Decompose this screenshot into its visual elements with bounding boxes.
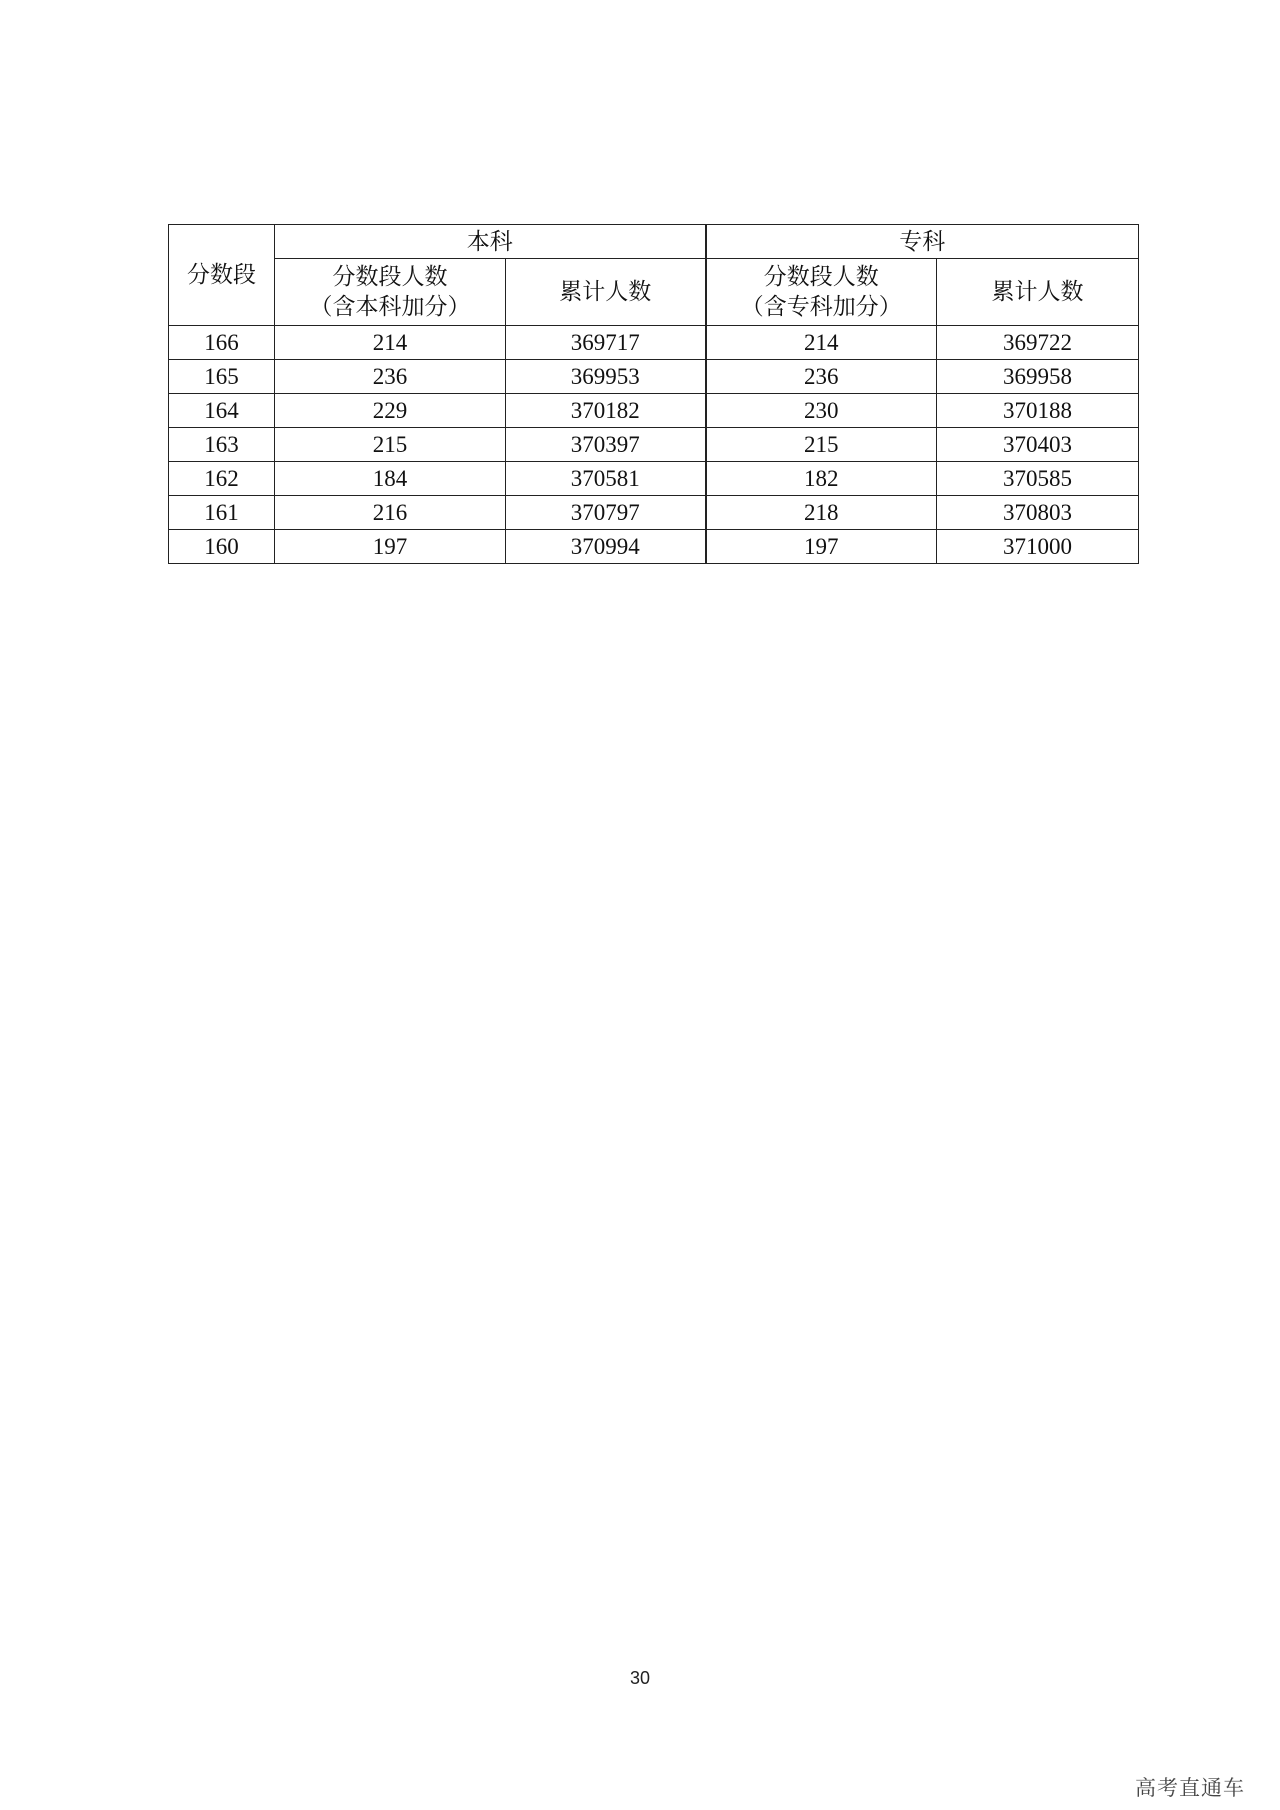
cell-zhuanke-count: 215 bbox=[706, 428, 937, 462]
table-row bbox=[169, 360, 1139, 394]
header-benke-count-line1: 分数段人数 bbox=[332, 264, 448, 290]
cell-benke-count: 236 bbox=[275, 360, 506, 394]
page-number: 30 bbox=[629, 1668, 651, 1688]
table-row bbox=[169, 462, 1139, 496]
header-group-benke: 本科 bbox=[275, 225, 706, 259]
header-benke-count-line2: （含本科加分） bbox=[309, 294, 471, 320]
header-zhuanke-count bbox=[706, 259, 937, 326]
cell-benke-cumulative: 370994 bbox=[506, 530, 706, 564]
table-row bbox=[169, 530, 1139, 564]
cell-zhuanke-cumulative: 370803 bbox=[937, 496, 1139, 530]
cell-score: 162 bbox=[169, 462, 275, 496]
cell-score: 161 bbox=[169, 496, 275, 530]
watermark: 高考直通车 bbox=[1135, 1776, 1245, 1800]
cell-zhuanke-count: 218 bbox=[706, 496, 937, 530]
cell-zhuanke-cumulative: 369722 bbox=[937, 326, 1139, 360]
header-zhuanke-cumulative: 累计人数 bbox=[937, 259, 1139, 326]
cell-zhuanke-cumulative: 369958 bbox=[937, 360, 1139, 394]
header-benke-count bbox=[275, 259, 506, 326]
cell-benke-count: 197 bbox=[275, 530, 506, 564]
cell-zhuanke-cumulative: 370403 bbox=[937, 428, 1139, 462]
cell-benke-cumulative: 370182 bbox=[506, 394, 706, 428]
cell-zhuanke-cumulative: 371000 bbox=[937, 530, 1139, 564]
header-zhuanke-count-line1: 分数段人数 bbox=[763, 264, 879, 290]
cell-benke-cumulative: 370581 bbox=[506, 462, 706, 496]
cell-benke-cumulative: 369717 bbox=[506, 326, 706, 360]
table-row bbox=[169, 496, 1139, 530]
cell-zhuanke-count: 182 bbox=[706, 462, 937, 496]
cell-score: 164 bbox=[169, 394, 275, 428]
header-zhuanke-count-line2: （含专科加分） bbox=[740, 294, 902, 320]
cell-benke-count: 215 bbox=[275, 428, 506, 462]
header-score: 分数段 bbox=[169, 225, 275, 326]
cell-benke-count: 216 bbox=[275, 496, 506, 530]
cell-zhuanke-cumulative: 370585 bbox=[937, 462, 1139, 496]
cell-score: 165 bbox=[169, 360, 275, 394]
cell-benke-count: 214 bbox=[275, 326, 506, 360]
cell-benke-count: 229 bbox=[275, 394, 506, 428]
cell-zhuanke-count: 236 bbox=[706, 360, 937, 394]
cell-zhuanke-cumulative: 370188 bbox=[937, 394, 1139, 428]
header-group-zhuanke: 专科 bbox=[706, 225, 1139, 259]
cell-benke-count: 184 bbox=[275, 462, 506, 496]
cell-zhuanke-count: 214 bbox=[706, 326, 937, 360]
cell-benke-cumulative: 369953 bbox=[506, 360, 706, 394]
table-row bbox=[169, 326, 1139, 360]
header-benke-cumulative: 累计人数 bbox=[506, 259, 706, 326]
cell-score: 160 bbox=[169, 530, 275, 564]
cell-benke-cumulative: 370797 bbox=[506, 496, 706, 530]
table-row bbox=[169, 394, 1139, 428]
cell-score: 166 bbox=[169, 326, 275, 360]
cell-benke-cumulative: 370397 bbox=[506, 428, 706, 462]
cell-score: 163 bbox=[169, 428, 275, 462]
cell-zhuanke-count: 230 bbox=[706, 394, 937, 428]
score-distribution-table bbox=[168, 224, 1139, 564]
cell-zhuanke-count: 197 bbox=[706, 530, 937, 564]
table-row bbox=[169, 428, 1139, 462]
